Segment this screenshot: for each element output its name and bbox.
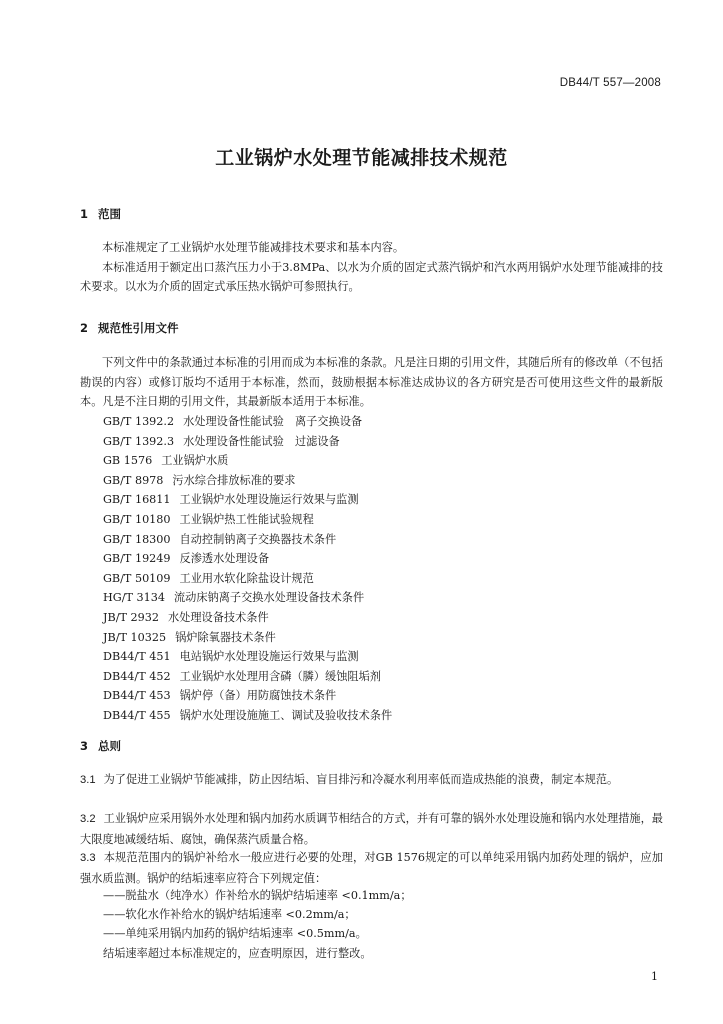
- reference-title: 自动控制钠离子交换器技术条件: [179, 532, 337, 546]
- reference-list: [103, 412, 392, 726]
- reference-item: [103, 490, 392, 510]
- reference-title: 锅炉水处理设施施工、调试及验收技术条件: [179, 708, 393, 722]
- reference-title: 工业锅炉热工性能试验规程: [179, 512, 314, 526]
- scope-paragraphs: [80, 238, 663, 297]
- section-number: 2: [80, 321, 89, 335]
- reference-item: [103, 569, 392, 589]
- normative-intro-text: 下列文件中的条款通过本标准的引用而成为本标准的条款。凡是注日期的引用文件，其随后所有的修改单（不包括勘误的内容）或修订版均不适用于本标准，然而，鼓励根据本标准达成协议的各方研究是否可使用这些文件的最新版本。凡是不注日期的引用文件，其最新版本适用于本标准。: [80, 356, 663, 408]
- normative-intro: [80, 353, 663, 412]
- reference-code: GB/T 8978: [103, 473, 164, 487]
- reference-item: [103, 432, 392, 452]
- standard-code: DB44/T 557—2008: [559, 77, 661, 89]
- section-number: 1: [80, 207, 89, 221]
- reference-code: DB44/T 451: [103, 650, 171, 664]
- clause-text: 为了促进工业锅炉节能减排，防止因结垢、盲目排污和冷凝水利用率低而造成热能的浪费，制定本规范。: [103, 773, 619, 786]
- section-title: 范围: [98, 207, 121, 221]
- reference-item: [103, 412, 392, 432]
- clause-number: 3.3: [80, 852, 96, 864]
- closing-sentence: 结垢速率超过本标准规定的，应查明原因，进行整改。: [103, 947, 372, 960]
- reference-code: GB/T 18300: [103, 532, 171, 546]
- reference-code: DB44/T 452: [103, 669, 171, 683]
- document-title: 工业锅炉水处理节能减排技术规范: [215, 147, 508, 169]
- reference-title: 锅炉停（备）用防腐蚀技术条件: [179, 689, 337, 703]
- scaling-rate-item: ——软化水作补给水的锅炉结垢速率 <0.2mm/a；: [103, 908, 356, 921]
- reference-item: [103, 530, 392, 550]
- scaling-rate-item: ——脱盐水（纯净水）作补给水的锅炉结垢速率 <0.1mm/a；: [103, 889, 412, 902]
- reference-title: 电站锅炉水处理设施运行效果与监测: [179, 650, 359, 664]
- reference-title: 反渗透水处理设备: [179, 552, 270, 566]
- reference-title: 水处理设备技术条件: [167, 610, 269, 624]
- reference-item: [103, 667, 392, 687]
- reference-code: JB/T 10325: [103, 630, 167, 644]
- clause-3-1: [80, 770, 663, 791]
- clause-text: 本规范范围内的锅炉补给水一般应进行必要的处理，对GB 1576规定的可以单纯采用锅内加药处理的锅炉，应加强水质监测。锅炉的结垢速率应符合下列规定值：: [80, 851, 663, 885]
- section-3-heading: [80, 738, 121, 754]
- reference-code: GB/T 10180: [103, 512, 171, 526]
- clause-number: 3.1: [80, 774, 96, 786]
- reference-code: DB44/T 455: [103, 708, 171, 722]
- reference-code: HG/T 3134: [103, 591, 165, 605]
- reference-item: [103, 686, 392, 706]
- scope-paragraph: 本标准适用于额定出口蒸汽压力小于3.8MPa、以水为介质的固定式蒸汽锅炉和汽水两用锅炉水处理节能减排的技术要求。以水为介质的固定式承压热水锅炉可参照执行。: [80, 260, 663, 293]
- reference-title: 水处理设备性能试验 离子交换设备: [183, 415, 363, 428]
- clause-text: 工业锅炉应采用锅外水处理和锅内加药水质调节相结合的方式，并有可靠的锅外水处理设施和锅内水处理措施，最大限度地减缓结垢、腐蚀，确保蒸汽质量合格。: [80, 812, 663, 846]
- reference-item: [103, 647, 392, 667]
- reference-item: [103, 608, 392, 628]
- reference-item: [103, 588, 392, 608]
- reference-code: DB44/T 453: [103, 689, 171, 703]
- section-title: 规范性引用文件: [98, 321, 179, 335]
- reference-code: GB/T 50109: [103, 571, 171, 585]
- reference-item: [103, 628, 392, 648]
- page-number: 1: [651, 970, 658, 983]
- section-1-heading: [80, 206, 121, 222]
- clause-number: 3.2: [80, 813, 96, 825]
- reference-code: GB/T 1392.2: [103, 415, 175, 428]
- reference-item: [103, 549, 392, 569]
- reference-item: [103, 706, 392, 726]
- reference-item: [103, 510, 392, 530]
- reference-code: JB/T 2932: [103, 610, 159, 624]
- reference-title: 流动床钠离子交换水处理设备技术条件: [173, 591, 365, 605]
- reference-title: 水处理设备性能试验 过滤设备: [183, 434, 340, 448]
- reference-item: [103, 471, 392, 491]
- section-title: 总则: [98, 739, 121, 753]
- clause-3-3: [80, 848, 663, 888]
- reference-code: GB/T 19249: [103, 552, 171, 566]
- reference-code: GB/T 16811: [103, 493, 171, 507]
- reference-title: 锅炉除氧器技术条件: [175, 630, 276, 644]
- reference-item: [103, 451, 392, 471]
- clause-3-2: [80, 809, 663, 849]
- reference-title: 工业锅炉水质: [161, 454, 229, 468]
- reference-title: 工业用水软化除盐设计规范: [179, 571, 314, 585]
- reference-code: GB 1576: [103, 454, 153, 468]
- reference-title: 工业锅炉水处理设施运行效果与监测: [179, 493, 359, 507]
- scaling-rate-item: ——单纯采用锅内加药的锅炉结垢速率 <0.5mm/a。: [103, 927, 367, 940]
- scope-paragraph: 本标准规定了工业锅炉水处理节能减排技术要求和基本内容。: [102, 241, 405, 254]
- reference-title: 工业锅炉水处理用含磷（膦）缓蚀阻垢剂: [179, 669, 381, 683]
- section-number: 3: [80, 739, 89, 753]
- section-2-heading: [80, 320, 179, 336]
- reference-code: GB/T 1392.3: [103, 434, 175, 448]
- reference-title: 污水综合排放标准的要求: [172, 473, 296, 487]
